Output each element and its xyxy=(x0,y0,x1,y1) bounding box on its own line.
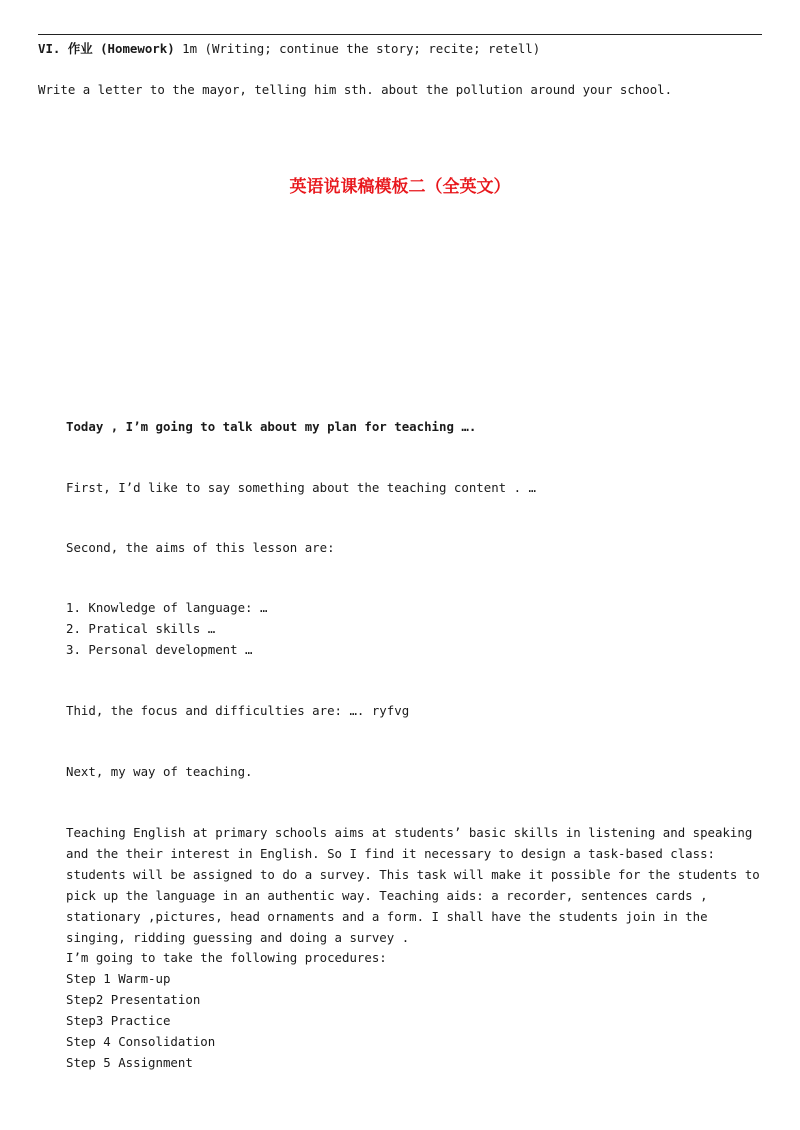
teaching-paragraph xyxy=(66,822,766,948)
aim-item: 2. Pratical skills … xyxy=(66,621,216,636)
teaching-content-line: First, I’d like to say something about the teaching content . … xyxy=(66,480,536,495)
step-item: Step 1 Warm-up xyxy=(66,971,171,986)
aims-list xyxy=(66,597,267,660)
teaching-way-line: Next, my way of teaching. xyxy=(66,764,253,779)
homework-details: 1m (Writing; continue the story; recite; retell) xyxy=(174,41,541,56)
step-item: Step 4 Consolidation xyxy=(66,1034,216,1049)
top-rule xyxy=(38,34,762,35)
intro-line: Today , I’m going to talk about my plan for teaching …. xyxy=(66,419,477,434)
aim-item: 1. Knowledge of language: … xyxy=(66,600,268,615)
step-item: Step2 Presentation xyxy=(66,992,201,1007)
step-item: Step3 Practice xyxy=(66,1013,171,1028)
aims-heading: Second, the aims of this lesson are: xyxy=(66,540,335,555)
teaching-paragraph-text: Teaching English at primary schools aims at students’ basic skills in listening and speaking and the their interest in English. So I find it necessary to design a task-based class: students will be assigned to do a survey. This task will make it possible for the students to pick up the language in an authentic way. Teaching aids: a recorder, sentences cards , stationary ,pictures, head ornaments and a form. I shall have the students join in the singing, ridding guessing and doing a survey . xyxy=(66,825,760,945)
document-title: 英语说课稿模板二（全英文） xyxy=(289,177,511,197)
procedures-intro: I’m going to take the following procedures: xyxy=(66,950,387,965)
homework-line xyxy=(38,38,540,59)
procedures-list xyxy=(66,947,387,1073)
assignment-text: Write a letter to the mayor, telling him sth. about the pollution around your school. xyxy=(38,82,673,97)
focus-line: Thid, the focus and difficulties are: …. ryfvg xyxy=(66,703,410,718)
step-item: Step 5 Assignment xyxy=(66,1055,193,1070)
homework-label: VI. 作业 (Homework) xyxy=(38,41,175,56)
aim-item: 3. Personal development … xyxy=(66,642,253,657)
